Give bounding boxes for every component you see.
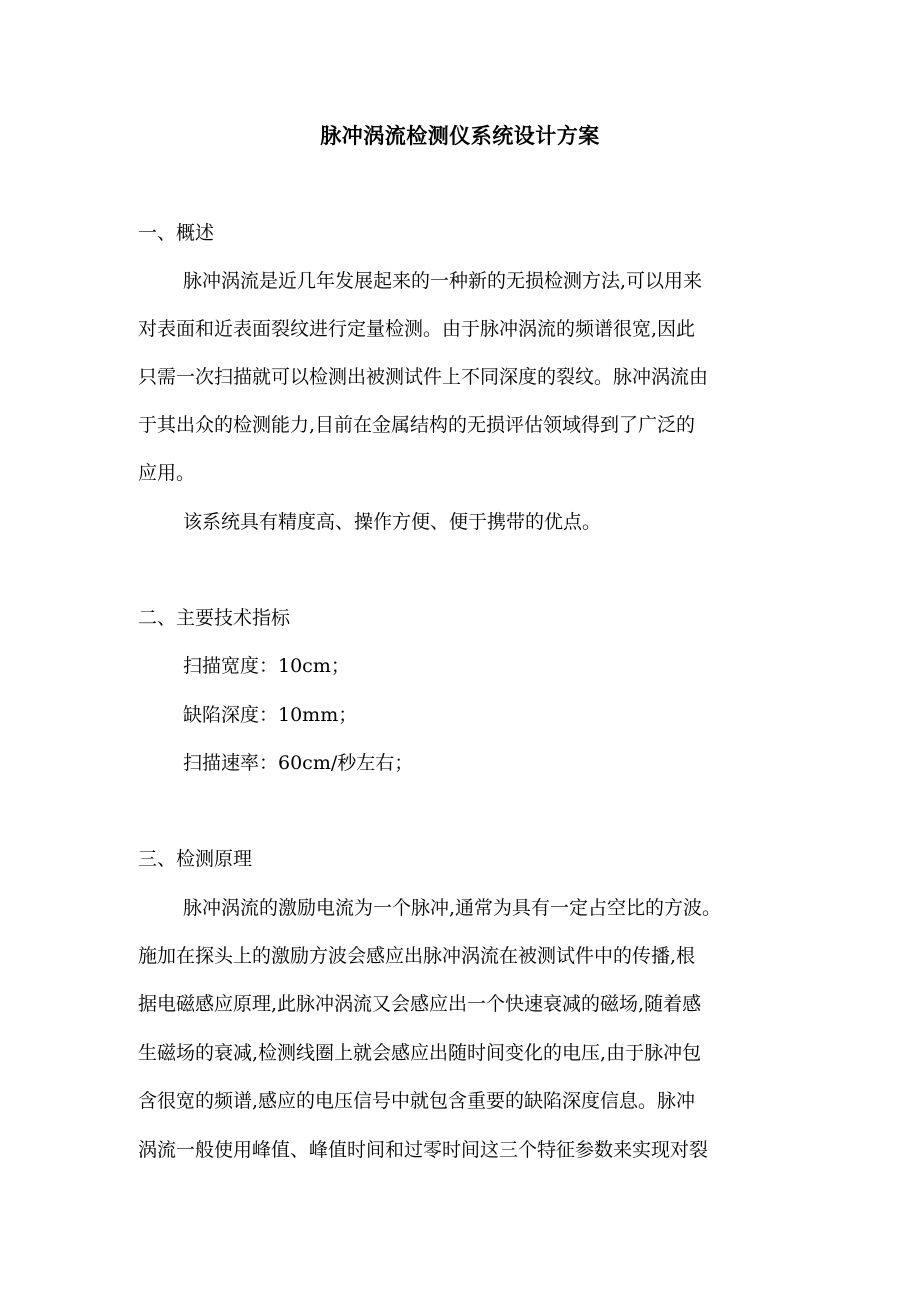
paragraph-line: 施加在探头上的激励方波会感应出脉冲涡流在被测试件中的传播,根 xyxy=(138,945,696,967)
spec-item-defect-depth: 缺陷深度：10mm； xyxy=(183,704,358,726)
document-title: 脉冲涡流检测仪系统设计方案 xyxy=(320,123,600,148)
paragraph-line: 对表面和近表面裂纹进行定量检测。由于脉冲涡流的频谱很宽,因此 xyxy=(138,318,696,340)
paragraph-line: 该系统具有精度高、操作方便、便于携带的优点。 xyxy=(183,511,602,533)
paragraph-line: 生磁场的衰减,检测线圈上就会感应出随时间变化的电压,由于脉冲包 xyxy=(138,1042,702,1064)
paragraph-line: 含很宽的频谱,感应的电压信号中就包含重要的缺陷深度信息。脉冲 xyxy=(138,1090,696,1112)
paragraph-line: 脉冲涡流是近几年发展起来的一种新的无损检测方法,可以用来 xyxy=(183,270,703,292)
paragraph-line: 只需一次扫描就可以检测出被测试件上不同深度的裂纹。脉冲涡流由 xyxy=(138,366,709,388)
paragraph-line: 脉冲涡流的激励电流为一个脉冲,通常为具有一定占空比的方波。 xyxy=(183,897,722,919)
paragraph-line: 于其出众的检测能力,目前在金属结构的无损评估领域得到了广泛的 xyxy=(138,414,696,436)
section-heading-principle: 三、检测原理 xyxy=(138,848,253,870)
paragraph-line: 据电磁感应原理,此脉冲涡流又会感应出一个快速衰减的磁场,随着感 xyxy=(138,993,702,1015)
section-heading-specs: 二、主要技术指标 xyxy=(138,607,291,629)
paragraph-line: 应用。 xyxy=(138,462,196,484)
spec-item-scan-rate: 扫描速率：60cm/秒左右； xyxy=(183,752,414,774)
spec-item-scan-width: 扫描宽度：10cm； xyxy=(183,655,350,677)
section-heading-overview: 一、概述 xyxy=(138,222,215,244)
paragraph-line: 涡流一般使用峰值、峰值时间和过零时间这三个特征参数来实现对裂 xyxy=(138,1139,709,1161)
